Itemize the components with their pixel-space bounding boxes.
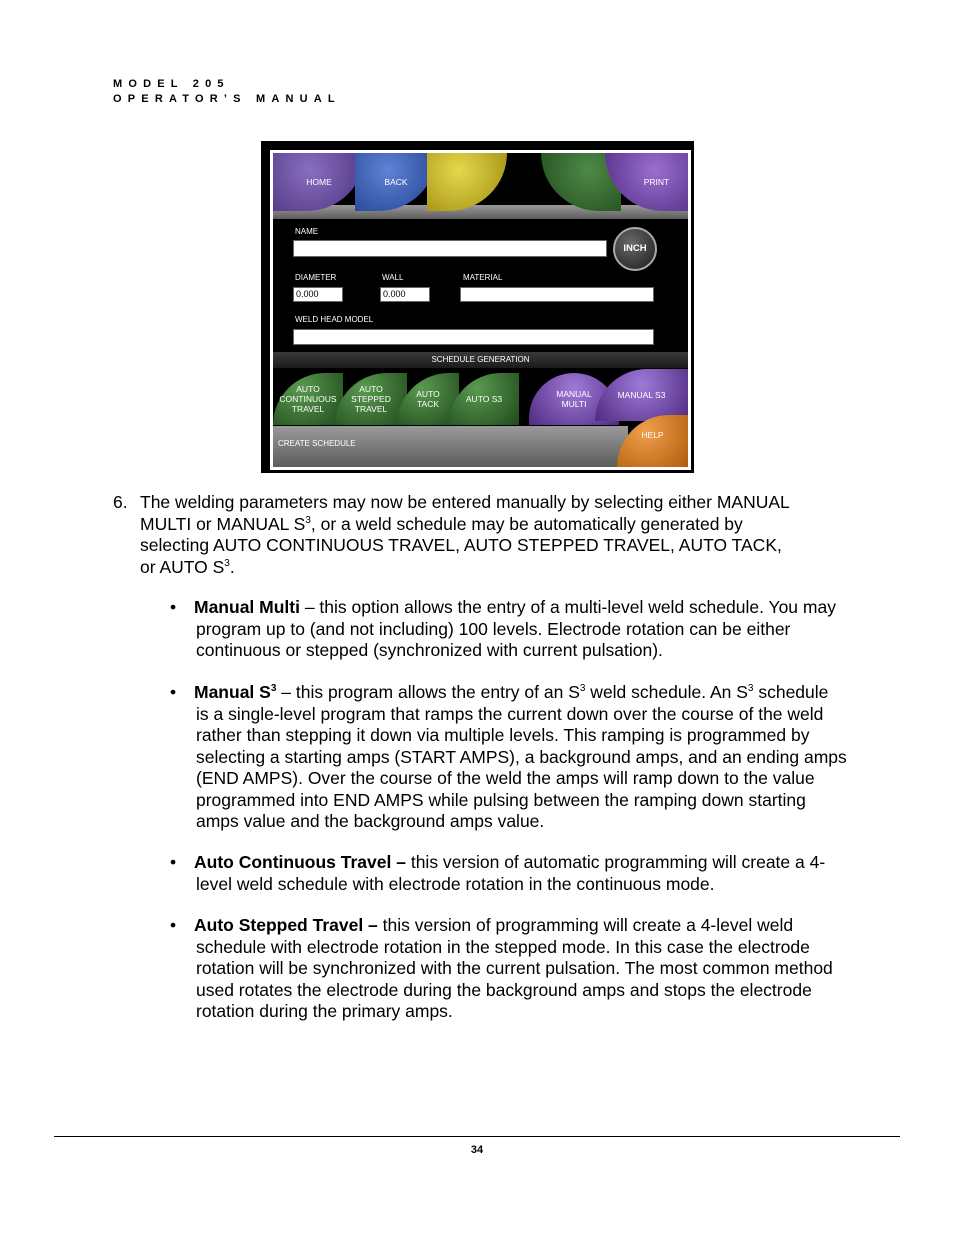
- manual-s3-line3: rather than stepping it down via multiple levels. This ramping is programmed by: [196, 725, 810, 745]
- schedule-generation-label: SCHEDULE GENERATION: [431, 355, 530, 364]
- auto-stepped-travel-button[interactable]: [335, 373, 407, 425]
- screen: [270, 150, 691, 470]
- print-label: PRINT: [643, 177, 670, 187]
- auto-continuous-line2: level weld schedule with electrode rotation in the continuous mode.: [196, 873, 715, 894]
- back-label: BACK: [384, 177, 408, 187]
- auto-continuous-travel-button[interactable]: [273, 373, 343, 425]
- bullet-symbol: •: [170, 682, 177, 702]
- auto-stepped-line1: this version of programming will create a 4-level weld: [377, 915, 794, 935]
- help-label: HELP: [641, 430, 664, 440]
- step6-line4a: or AUTO S: [140, 556, 225, 577]
- help-button[interactable]: [617, 415, 688, 467]
- step6-line4b: .: [229, 556, 235, 577]
- top-bar: [273, 205, 688, 219]
- manual-s3-sup1: 3: [579, 683, 586, 695]
- bullet-symbol: •: [170, 597, 177, 617]
- auto-s3-label: AUTO S3: [465, 394, 503, 404]
- manual-s3-title-sup: 3: [270, 683, 277, 695]
- schedule-generation-bar: [273, 352, 688, 368]
- step6-line2a: MULTI or MANUAL S: [140, 513, 306, 534]
- page-number: 34: [470, 1144, 484, 1156]
- step6-line1: The welding parameters may now be entered manually by selecting either MANUAL: [140, 492, 790, 512]
- manual-s3-line5: (END AMPS). Over the course of the weld the amps will ramp down to the value: [196, 768, 815, 788]
- header-model: MODEL 205: [113, 78, 230, 90]
- manual-s3-line6: programmed into END AMPS while pulsing between the ramping down starting: [196, 789, 806, 810]
- wall-field[interactable]: 0.000: [380, 287, 430, 302]
- manual-s3-line1c: schedule: [753, 682, 829, 702]
- auto-stepped-label-1: AUTO: [359, 384, 383, 394]
- diameter-field[interactable]: 0.000: [293, 287, 343, 302]
- document-header: [113, 77, 341, 107]
- step6-sup1: 3: [305, 514, 311, 526]
- auto-continuous-title: Auto Continuous Travel –: [194, 852, 406, 872]
- name-field[interactable]: [293, 240, 607, 257]
- manual-multi-title: Manual Multi: [194, 597, 300, 617]
- yellow-button[interactable]: [427, 153, 507, 211]
- manual-multi-line3: continuous or stepped (synchronized with current pulsation).: [196, 640, 663, 660]
- screen-figure: [261, 141, 694, 473]
- step6-line2: [140, 514, 900, 536]
- header-manual: OPERATOR’S MANUAL: [113, 93, 341, 105]
- weld-head-label: WELD HEAD MODEL: [295, 315, 374, 324]
- step6-line2b: , or a weld schedule may be automatically generated by: [310, 513, 743, 534]
- manual-multi-label-2: MULTI: [561, 399, 587, 409]
- manual-s3-line1b: weld schedule. An S: [585, 682, 748, 702]
- manual-multi-line1: – this option allows the entry of a multi-level weld schedule. You may: [299, 597, 836, 617]
- auto-continuous-item: [194, 852, 899, 895]
- auto-stepped-line4: used rotates the electrode during the background amps and stops the electrode: [196, 979, 812, 1000]
- bullet-symbol: •: [170, 915, 177, 935]
- auto-stepped-line5: rotation during the primary amps.: [196, 1001, 453, 1021]
- manual-multi-label-1: MANUAL: [556, 389, 592, 399]
- inch-button[interactable]: [613, 227, 657, 271]
- manual-multi-line2: program up to (and not including) 100 levels. Electrode rotation can be either: [196, 618, 791, 639]
- manual-s3-line2: is a single-level program that ramps the current down over the course of the weld: [196, 703, 824, 724]
- manual-s3-line7: amps value and the background amps value.: [196, 811, 545, 831]
- auto-stepped-label-2: STEPPED: [351, 394, 391, 404]
- weld-head-field[interactable]: [293, 329, 654, 345]
- auto-stepped-title: Auto Stepped Travel –: [194, 915, 378, 935]
- auto-stepped-line2: schedule with electrode rotation in the stepped mode. In this case the electrode: [196, 936, 810, 957]
- manual-s3-sup2: 3: [747, 683, 754, 695]
- auto-stepped-label-3: TRAVEL: [354, 404, 388, 414]
- auto-continuous-line1: this version of automatic programming will create a 4-: [405, 852, 826, 872]
- auto-tack-label-2: TACK: [416, 399, 440, 409]
- manual-s3-button[interactable]: [595, 369, 688, 421]
- auto-continuous-label-3: TRAVEL: [291, 404, 325, 414]
- manual-s3-line1a: – this program allows the entry of an S: [276, 682, 580, 702]
- create-schedule-bar: [273, 426, 628, 467]
- home-label: HOME: [306, 177, 332, 187]
- home-button[interactable]: [273, 153, 365, 211]
- auto-stepped-item: [194, 915, 899, 1023]
- auto-s3-button[interactable]: [449, 373, 519, 425]
- material-label: MATERIAL: [463, 273, 503, 282]
- wall-label: WALL: [382, 273, 404, 282]
- bullet-symbol: •: [170, 852, 177, 872]
- step-number: 6.: [113, 492, 128, 512]
- step6-line4: [140, 557, 900, 579]
- auto-tack-label-1: AUTO: [416, 389, 440, 399]
- auto-stepped-line3: rotation will be synchronized with the current pulsation. The most common method: [196, 958, 833, 978]
- step6-line3: selecting AUTO CONTINUOUS TRAVEL, AUTO STEPPED TRAVEL, AUTO TACK,: [140, 535, 782, 555]
- manual-s3-line4: selecting a starting amps (START AMPS), a background amps, and an ending amps: [196, 746, 847, 767]
- manual-s3-item: [194, 682, 899, 833]
- diameter-label: DIAMETER: [295, 273, 337, 282]
- manual-s3-label: MANUAL S3: [617, 390, 666, 400]
- back-button[interactable]: [355, 153, 437, 211]
- material-field[interactable]: [460, 287, 654, 302]
- step6-paragraph: [140, 492, 900, 578]
- auto-continuous-label-2: CONTINUOUS: [279, 394, 337, 404]
- step6-sup2: 3: [224, 557, 230, 569]
- name-label: NAME: [295, 227, 319, 236]
- auto-continuous-label-1: AUTO: [296, 384, 320, 394]
- inch-label: INCH: [623, 243, 647, 254]
- footer-rule: [54, 1136, 900, 1137]
- create-schedule-label: CREATE SCHEDULE: [278, 439, 356, 448]
- manual-s3-title: Manual S: [194, 682, 271, 702]
- manual-multi-item: [194, 597, 899, 662]
